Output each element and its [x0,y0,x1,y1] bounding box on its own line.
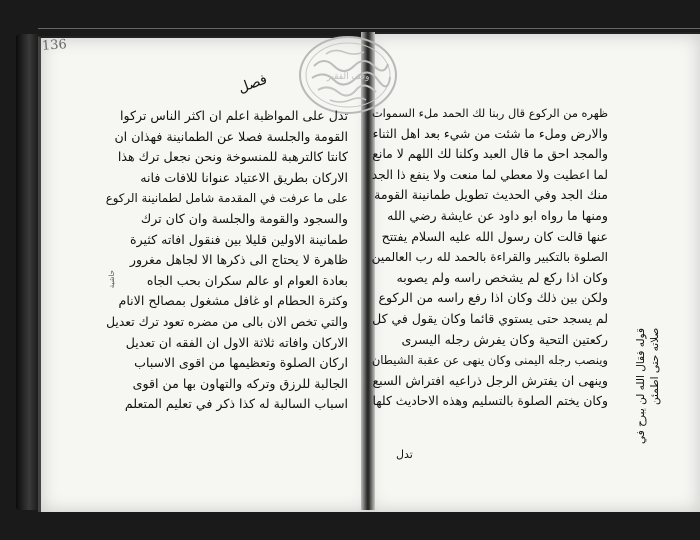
text-line: اسباب السالبة له كذا ذكر في تعليم المتعلم [124,396,348,412]
text-line: لما اعطيت ولا معطي لما منعت ولا ينفع ذا الجد [371,167,608,182]
text-line: وكثرة الحطام او غافل مشغول بمصالح الانام [118,293,348,309]
text-line: القومة والجلسة فصلا عن الطمانينة فهذان ان [114,128,348,144]
text-line: الاركان وافاته ثلاثة الاول ان الفقه ان تعديل [125,334,348,350]
book-cover-edge [16,34,38,510]
text-line: ومنها ما رواه ابو داود عن عايشة رضي الله [387,207,608,223]
text-line: اركان الصلوة وتعظيمها من اقوى الاسباب [134,355,348,371]
text-line: وكان يختم الصلوة بالتسليم وهذه الاحاديث كلها [372,394,608,409]
text-line: ولكن بين ذلك وكان اذا رفع راسه من الركوع [378,290,608,306]
text-line: الاركان بطريق الاعتياد عنوانا للافات فانه [140,169,348,185]
text-line: وكان اذا ركع لم يشخص راسه ولم يصوبه [396,269,608,285]
right-page-text [372,103,608,412]
text-line: بعادة العوام او عالم سكران بحب الجاه [146,272,348,288]
text-line: والتي تخص الان بالى من مضره تعود ترك تعديل [106,314,348,329]
text-line: وينهى ان يفترش الرجل ذراعيه افتراش السبع [372,372,608,388]
text-line: لم يسجد حتى يستوي قائما وكان يقول في كل [372,310,608,326]
text-line: كانتا كالترهبة للمنسوخة ونحن نجعل ترك هذا [117,149,348,165]
text-line: والسجود والقومة والجلسة وان كان ترك [140,210,348,226]
text-line: منك الجد وفي الحديث تطويل طمانينة القومة [374,187,608,203]
left-page-text [106,106,348,415]
text-line: ركعتين التحية وكان يفرش رجله اليسرى [401,331,608,347]
text-line: ظهره من الركوع قال ربنا لك الحمد ملء السموات [372,106,608,120]
text-line: على ما عرفت في المقدمة شامل لطمانينة الركوع [105,191,348,206]
text-line: والمجد احق ما قال العبد وكلنا لك اللهم لا مانع [372,146,608,162]
text-line: تدل على المواظبة اعلم ان اكثر الناس تركوا [119,108,348,123]
right-margin-note: قوله فقال الله لن يبرح في صلاته حتى اطمئن [635,328,661,444]
text-line: الجالبة للرزق وتركه والتهاون بها من اقوى [132,375,348,391]
section-heading-mark: فصل [236,71,270,97]
text-line: عنها قالت كان رسول الله عليه السلام يفتتح [381,228,608,244]
text-line: وينصب رجله اليمنى وكان ينهى عن عقبة الشيطان [371,353,608,368]
svg-text:وقف الفقير: وقف الفقير [326,72,370,82]
left-margin-note: حاشية [108,270,116,289]
text-line: والارض وملء ما شئت من شيء بعد اهل الثناء [372,125,608,141]
text-line: الصلوة بالتكبير والقراءة بالحمد لله رب العالمين [371,250,608,265]
text-line: طمانينة الاولين قليلا بين فنقول افاته كثيرة [129,231,348,247]
folio-number: 136 [41,37,68,54]
text-line: ظاهرة لا يحتاج الى ذكرها الا لجاهل مغرور [129,252,348,268]
catchword: تدل [396,448,413,461]
